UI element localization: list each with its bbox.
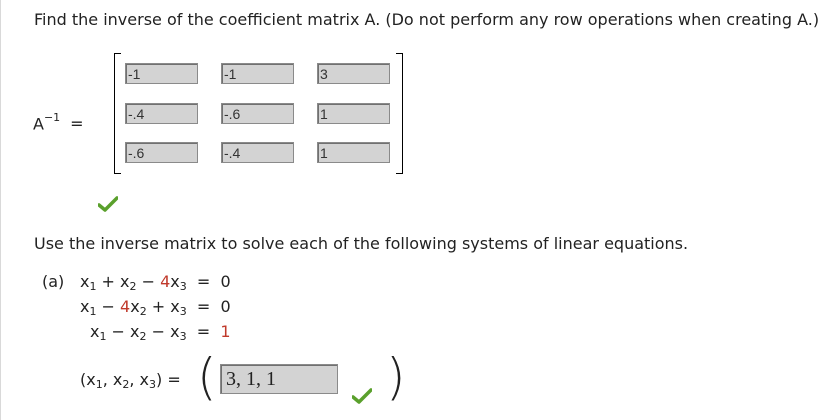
matrix-cell-r2c1[interactable]: -.4: [125, 103, 198, 124]
inverse-exponent: −1: [43, 111, 61, 124]
left-border: [0, 0, 1, 420]
answer-left-paren: (: [197, 348, 217, 406]
answer-right-paren: ): [386, 348, 406, 406]
check-icon: [352, 388, 372, 404]
question-prompt: Find the inverse of the coefficient matrix A. (Do not perform any row operations when creating A.): [34, 10, 820, 29]
part-a-label: (a): [42, 272, 65, 291]
matrix-left-bracket: [114, 53, 121, 174]
solve-prompt: Use the inverse matrix to solve each of the following systems of linear equations.: [34, 234, 689, 253]
matrix-cell-r3c3[interactable]: 1: [317, 142, 390, 163]
matrix-name: A: [33, 114, 44, 134]
equals-sign: =: [70, 114, 84, 134]
check-icon: [98, 196, 118, 212]
matrix-cell-r1c2[interactable]: -1: [221, 63, 294, 84]
answer-label: ($x_1$, $x_2$, $x_3$) =: [80, 370, 181, 391]
matrix-cell-r3c1[interactable]: -.6: [125, 142, 198, 163]
matrix-cell-r1c3[interactable]: 3: [317, 63, 390, 84]
matrix-cell-r1c1[interactable]: -1: [125, 63, 198, 84]
inverse-label: [33, 113, 84, 133]
matrix-cell-r2c3[interactable]: 1: [317, 103, 390, 124]
matrix-right-bracket: [396, 53, 403, 174]
matrix-cell-r3c2[interactable]: -.4: [221, 142, 294, 163]
equation-1: $x_1 + x_2 - 4x_3 = 0$: [80, 272, 231, 293]
equation-2: $x_1 - 4x_2 + x_3 = 0$: [80, 297, 231, 318]
answer-input[interactable]: 3, 1, 1: [220, 364, 338, 394]
matrix-cell-r2c2[interactable]: -.6: [221, 103, 294, 124]
equation-3: $x_1 - x_2 - x_3 = 1$: [90, 322, 231, 343]
